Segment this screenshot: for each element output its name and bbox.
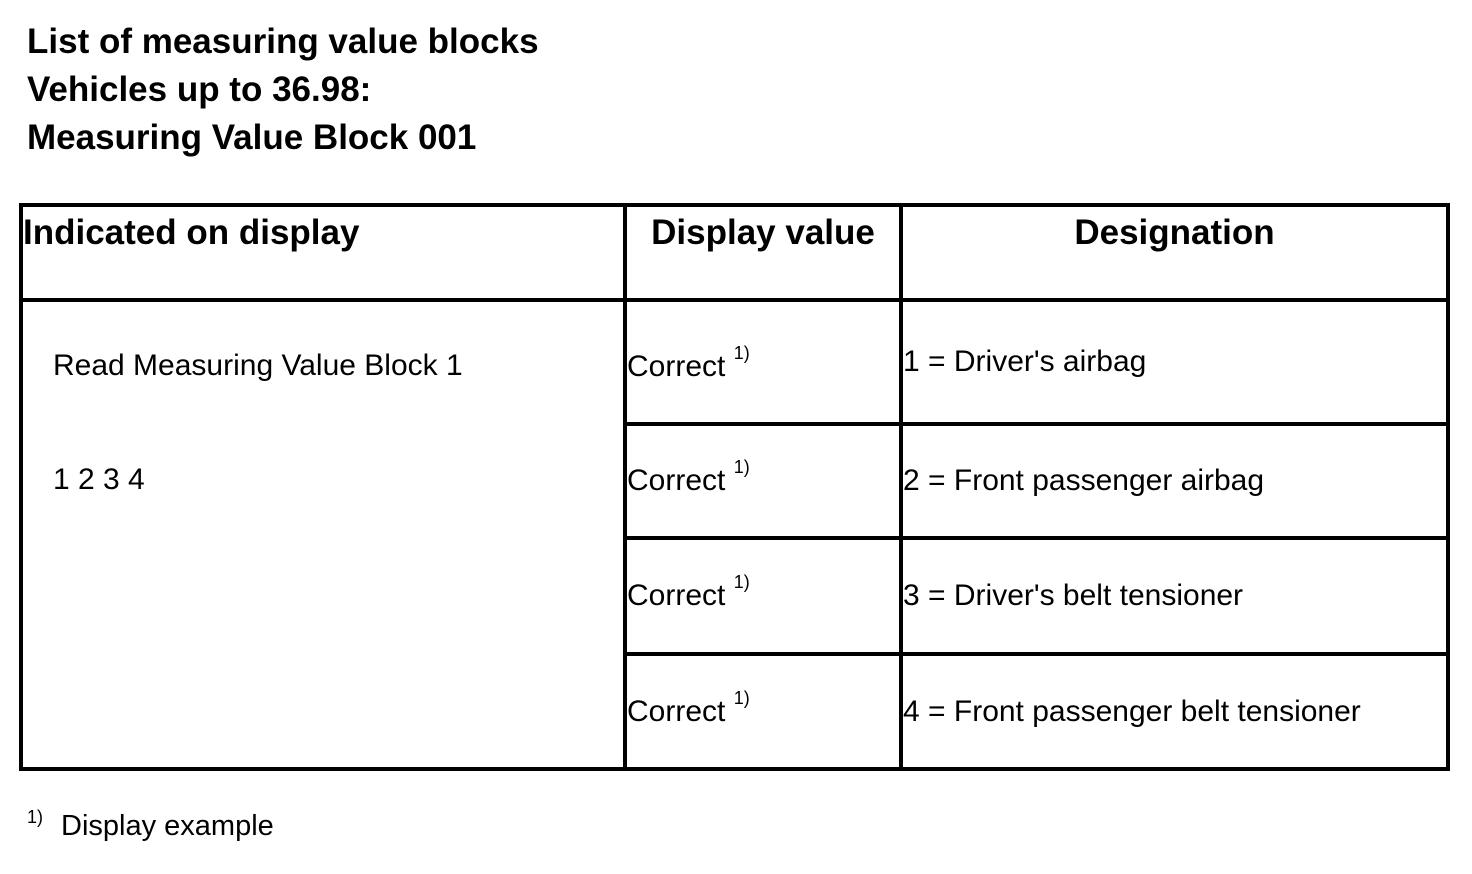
display-value: Correct bbox=[627, 694, 726, 728]
footnote-text: Display example bbox=[61, 810, 274, 842]
display-value-cell bbox=[625, 654, 901, 769]
heading-line-vehicles: Vehicles up to 36.98: bbox=[27, 70, 372, 109]
column-header-display-value: Display value bbox=[625, 205, 901, 300]
footnote-mark: 1) bbox=[27, 807, 44, 827]
display-value: Correct bbox=[627, 464, 726, 497]
heading-line-block: Measuring Value Block 001 bbox=[27, 118, 477, 157]
heading-line-title: List of measuring value blocks bbox=[27, 22, 539, 61]
indicated-field-numbers: 1 2 3 4 bbox=[53, 463, 145, 496]
indicated-instruction: Read Measuring Value Block 1 bbox=[53, 349, 463, 382]
table-row bbox=[21, 300, 1448, 424]
document-heading bbox=[27, 18, 539, 162]
measuring-value-table bbox=[19, 203, 1450, 771]
column-header-indicated: Indicated on display bbox=[21, 205, 625, 300]
display-value: Correct bbox=[627, 350, 726, 383]
designation-cell: 1 = Driver's airbag bbox=[901, 300, 1448, 424]
footnote bbox=[27, 807, 274, 843]
display-value-cell bbox=[625, 538, 901, 654]
footnote-reference: 1) bbox=[733, 343, 750, 363]
designation-cell: 4 = Front passenger belt tensioner bbox=[901, 654, 1448, 769]
footnote-reference: 1) bbox=[733, 457, 750, 477]
table-header-row bbox=[21, 205, 1448, 300]
designation-cell: 3 = Driver's belt tensioner bbox=[901, 538, 1448, 654]
designation-cell: 2 = Front passenger airbag bbox=[901, 424, 1448, 538]
display-value: Correct bbox=[627, 579, 726, 612]
column-header-designation: Designation bbox=[901, 205, 1448, 300]
indicated-on-display-cell bbox=[21, 300, 625, 769]
display-value-cell bbox=[625, 300, 901, 424]
footnote-reference: 1) bbox=[733, 687, 750, 708]
footnote-reference: 1) bbox=[733, 572, 750, 592]
display-value-cell bbox=[625, 424, 901, 538]
